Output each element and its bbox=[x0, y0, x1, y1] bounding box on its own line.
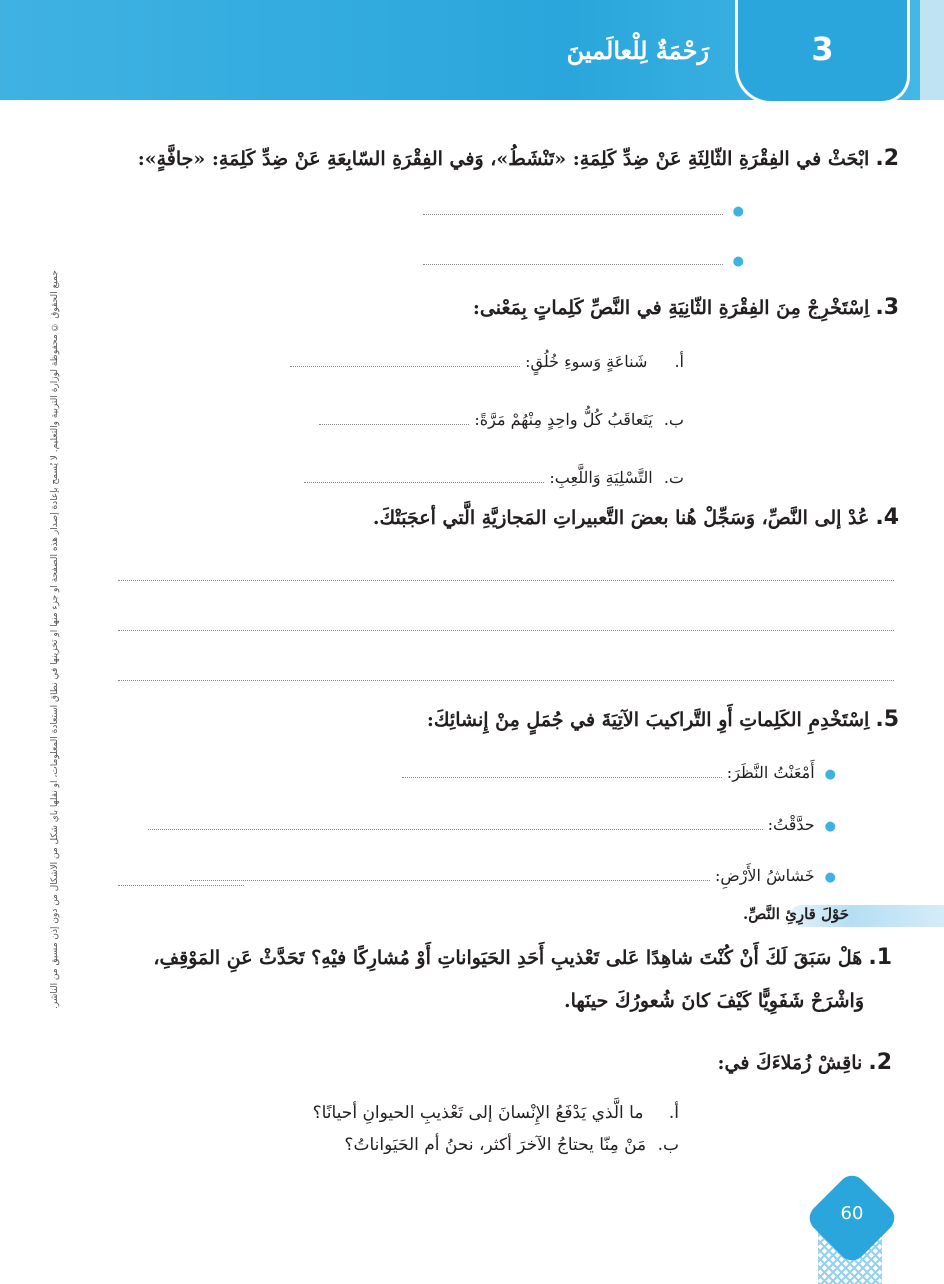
header-edge-strip bbox=[920, 0, 944, 100]
question-3 bbox=[473, 295, 899, 320]
bullet-icon: ● bbox=[824, 819, 836, 834]
question-number: 2. bbox=[875, 146, 899, 171]
question-number: 4. bbox=[875, 505, 899, 530]
q5-item-3 bbox=[190, 866, 836, 885]
answer-line[interactable] bbox=[423, 250, 744, 269]
reader-question-2 bbox=[717, 1050, 892, 1075]
q3-item-a bbox=[290, 352, 684, 371]
unit-number-tab bbox=[735, 0, 910, 104]
answer-line[interactable] bbox=[148, 815, 763, 830]
item-text: أَمْعَنْتُ النَّظَرَ: bbox=[726, 763, 815, 782]
divider bbox=[118, 885, 244, 886]
bullet-icon: ● bbox=[732, 254, 744, 269]
question-number: 3. bbox=[875, 295, 899, 320]
item-letter: أ. bbox=[674, 352, 684, 371]
question-2 bbox=[138, 146, 899, 171]
r2-item-b bbox=[344, 1135, 679, 1155]
q5-item-2 bbox=[148, 815, 836, 834]
item-letter: ت. bbox=[663, 468, 684, 487]
question-number: 1. bbox=[868, 945, 892, 970]
question-text: ناقِشْ زُمَلاءَكَ في: bbox=[717, 1052, 863, 1074]
answer-line[interactable] bbox=[190, 866, 710, 881]
question-4 bbox=[373, 505, 899, 530]
answer-line[interactable] bbox=[402, 763, 722, 778]
question-text: عُدْ إلى النَّصِّ، وَسَجِّلْ هُنا بعضَ التَّعبيراتِ المَجازيَّةِ الَّتي أعجَبَتْكَ. bbox=[372, 507, 870, 529]
bullet-icon: ● bbox=[824, 870, 836, 885]
reader-question-1 bbox=[153, 945, 892, 970]
answer-line[interactable] bbox=[118, 580, 894, 581]
answer-line[interactable] bbox=[319, 410, 469, 425]
item-text: التَّسْلِيَةِ وَاللَّعِبِ: bbox=[549, 468, 653, 487]
question-text: اِسْتَخْرِجْ مِنَ الفِقْرَةِ الثّانِيَةِ في النَّصِّ كَلِماتٍ بِمَعْنى: bbox=[472, 297, 870, 319]
item-letter: أ. bbox=[668, 1103, 679, 1123]
item-text: مَنْ مِنّا يحتاجُ الآخرَ أكثر، نحنُ أم الحَيَواناتُ؟ bbox=[344, 1135, 647, 1155]
answer-line[interactable] bbox=[118, 630, 894, 631]
q3-item-b bbox=[319, 410, 684, 429]
answer-line[interactable] bbox=[423, 200, 744, 219]
item-text: ما الَّذي يَدْفَعُ الإِنْسانَ إلى تَعْذيبِ الحيوانِ أحيانًا؟ bbox=[312, 1103, 644, 1123]
question-5 bbox=[427, 707, 899, 732]
item-text: شَناعَةٍ وَسوءِ خُلُقٍ: bbox=[525, 352, 648, 371]
item-text: يَتَعاقَبُ كُلُّ واحِدٍ مِنْهُمْ مَرَّةً: bbox=[474, 410, 653, 429]
answer-line[interactable] bbox=[304, 468, 544, 483]
item-text: خَشاشُ الأَرْضِ: bbox=[714, 866, 815, 885]
q3-item-c bbox=[304, 468, 684, 487]
question-text: اِسْتَخْدِمِ الكَلِماتِ أَوِ التَّراكيبَ الآتِيَةَ في جُمَلٍ مِنْ إِنشائِكَ: bbox=[426, 709, 870, 731]
r2-item-a bbox=[313, 1103, 679, 1123]
question-number: 2. bbox=[868, 1050, 892, 1075]
bullet-icon: ● bbox=[732, 204, 744, 219]
answer-line[interactable] bbox=[118, 680, 894, 681]
page-number: 60 bbox=[840, 1203, 864, 1224]
answer-line[interactable] bbox=[290, 352, 520, 367]
unit-number: 3 bbox=[811, 30, 834, 68]
copyright-note: جميع الحقوق © محفوظة لوزارة التربية والتعليم. لا يُسمح بإعادة إصدار هذه الصفحة أو جزء منها أو تخزينها في نطاق استعادة المعلومات، أو نقلها بأي شكل من الأشكال من دون إذن مسبق من الناشر. bbox=[50, 270, 60, 1009]
item-letter: ب. bbox=[657, 1135, 679, 1155]
q5-item-1 bbox=[402, 763, 836, 782]
unit-title: رَحْمَةٌ لِلْعالَمينَ bbox=[566, 36, 709, 65]
item-letter: ب. bbox=[663, 410, 684, 429]
question-number: 5. bbox=[875, 707, 899, 732]
bullet-icon: ● bbox=[824, 767, 836, 782]
item-text: حدَّقْتُ: bbox=[767, 815, 815, 834]
unit-header bbox=[0, 0, 944, 100]
question-text: ابْحَثْ في الفِقْرَةِ الثّالِثَةِ عَنْ ضِدِّ كَلِمَةِ: «تَنْشَطُ»، وَفي الفِقْرَةِ السّابِعَةِ عَنْ ضِدِّ كَلِمَةِ: «جافَّةٍ»: bbox=[137, 148, 870, 170]
reader-question-1-line2: وَاشْرَحْ شَفَوِيًّا كَيْفَ كانَ شُعورُكَ حينَها. bbox=[564, 990, 864, 1012]
question-text: هَلْ سَبَقَ لَكَ أَنْ كُنْتَ شاهِدًا عَلى تَعْذيبِ أَحَدِ الحَيَواناتِ أَوْ مُشارِكًا فيْهِ؟ تَحَدَّثْ عَنِ المَوْقِفِ، bbox=[153, 947, 863, 969]
section-title: حَوْلَ قارِئِ النَّصِّ. bbox=[743, 905, 849, 923]
